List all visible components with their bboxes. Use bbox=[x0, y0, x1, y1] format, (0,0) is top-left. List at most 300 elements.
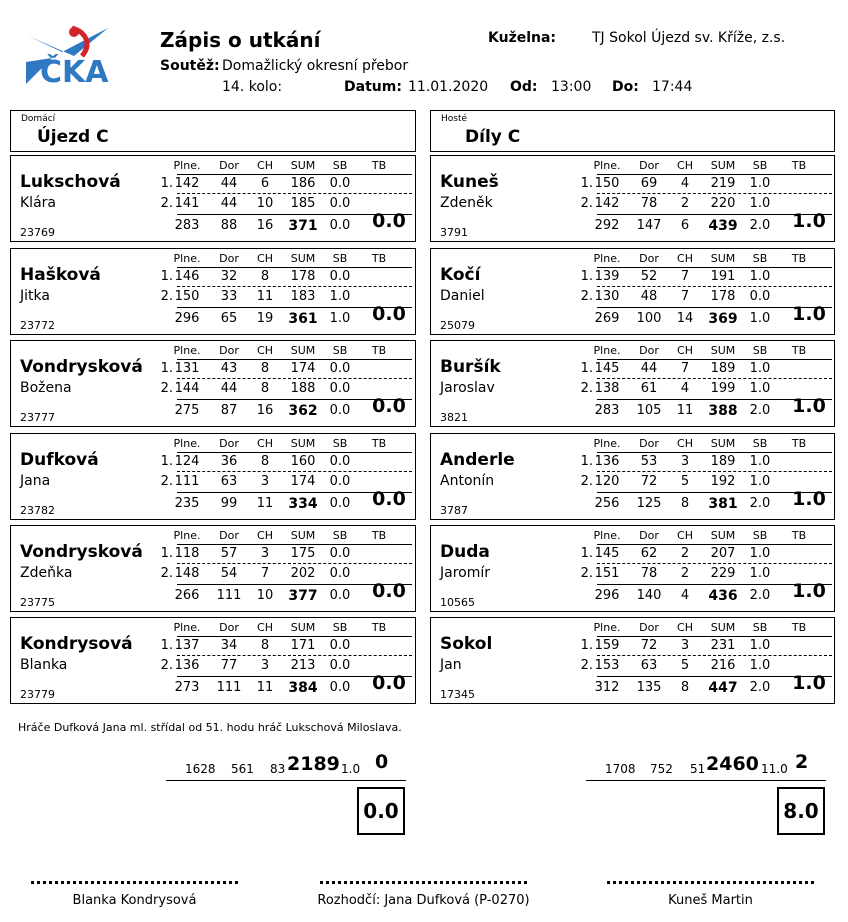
player-first-name: Jaromír bbox=[440, 565, 491, 581]
away-total-tb: 2 bbox=[795, 751, 809, 773]
player-total-plne: 296 bbox=[174, 311, 200, 326]
home-player-card bbox=[10, 433, 416, 520]
date-label: Datum: bbox=[344, 79, 402, 95]
player-total-plne: 283 bbox=[594, 403, 620, 418]
competition-name: Domažlický okresní přebor bbox=[222, 58, 409, 74]
player-total-ch: 4 bbox=[680, 588, 690, 603]
round-plne: 145 bbox=[594, 361, 620, 376]
player-total-dor: 99 bbox=[220, 496, 238, 511]
player-first-name: Klára bbox=[20, 195, 56, 211]
round-sum: 202 bbox=[290, 566, 316, 581]
column-header-sum: SUM bbox=[710, 252, 736, 265]
round-sum: 199 bbox=[710, 381, 736, 396]
round-ch: 3 bbox=[680, 638, 690, 653]
round-dor: 53 bbox=[640, 454, 658, 469]
round-number: 1. bbox=[580, 269, 593, 284]
column-header-sum: SUM bbox=[290, 529, 316, 542]
round-sum: 174 bbox=[290, 361, 316, 376]
away-team-label: Hosté bbox=[441, 114, 468, 124]
round-sum: 191 bbox=[710, 269, 736, 284]
player-first-name: Božena bbox=[20, 380, 72, 396]
round-number: 1. bbox=[160, 176, 173, 191]
player-total-dor: 88 bbox=[220, 218, 238, 233]
round-divider bbox=[597, 378, 832, 379]
svg-text:ČKA: ČKA bbox=[40, 55, 109, 88]
round-divider bbox=[177, 378, 412, 379]
home-team-label: Domácí bbox=[21, 114, 56, 124]
header-rule bbox=[177, 359, 412, 360]
header-rule bbox=[597, 267, 832, 268]
away-totals-rule bbox=[586, 780, 826, 781]
column-header-tb: TB bbox=[371, 252, 387, 265]
player-total-ch: 10 bbox=[256, 588, 274, 603]
column-header-sum: SUM bbox=[710, 437, 736, 450]
player-tb-points: 1.0 bbox=[792, 672, 826, 694]
player-total-plne: 275 bbox=[174, 403, 200, 418]
column-header-dor: Dor bbox=[639, 344, 659, 357]
player-total-sb: 1.0 bbox=[329, 311, 351, 326]
player-first-name: Jitka bbox=[20, 288, 50, 304]
player-total-sum: 369 bbox=[708, 311, 738, 327]
round-dor: 78 bbox=[640, 566, 658, 581]
column-header-sb: SB bbox=[752, 621, 768, 634]
header-rule bbox=[597, 359, 832, 360]
round-divider bbox=[597, 655, 832, 656]
column-header-sum: SUM bbox=[290, 344, 316, 357]
round-dor: 33 bbox=[220, 289, 238, 304]
column-header-plne: Plne. bbox=[173, 437, 201, 450]
player-total-dor: 147 bbox=[636, 218, 662, 233]
column-header-tb: TB bbox=[791, 621, 807, 634]
player-total-sum: 362 bbox=[288, 403, 318, 419]
from-value: 13:00 bbox=[551, 79, 592, 95]
player-total-sb: 0.0 bbox=[329, 588, 351, 603]
player-tb-points: 1.0 bbox=[792, 488, 826, 510]
round-sb: 0.0 bbox=[329, 546, 351, 561]
player-total-sum: 384 bbox=[288, 680, 318, 696]
player-tb-points: 0.0 bbox=[372, 580, 406, 602]
column-header-sum: SUM bbox=[290, 252, 316, 265]
player-total-plne: 312 bbox=[594, 680, 620, 695]
player-id: 23777 bbox=[20, 411, 55, 424]
header-rule bbox=[597, 636, 832, 637]
column-header-ch: CH bbox=[677, 529, 693, 542]
round-divider bbox=[177, 655, 412, 656]
column-header-dor: Dor bbox=[639, 437, 659, 450]
player-total-sb: 2.0 bbox=[749, 588, 771, 603]
away-player-card bbox=[430, 340, 835, 427]
round-label: 14. kolo: bbox=[222, 79, 283, 95]
column-header-sum: SUM bbox=[710, 529, 736, 542]
column-header-sum: SUM bbox=[290, 159, 316, 172]
away-total-sb: 11.0 bbox=[761, 762, 788, 776]
player-total-plne: 235 bbox=[174, 496, 200, 511]
round-plne: 144 bbox=[174, 381, 200, 396]
round-sb: 0.0 bbox=[329, 176, 351, 191]
player-total-plne: 296 bbox=[594, 588, 620, 603]
round-dor: 44 bbox=[640, 361, 658, 376]
column-header-sb: SB bbox=[752, 529, 768, 542]
player-id: 3787 bbox=[440, 504, 468, 517]
round-number: 2. bbox=[160, 381, 173, 396]
player-total-ch: 16 bbox=[256, 403, 274, 418]
column-header-ch: CH bbox=[257, 252, 273, 265]
round-number: 1. bbox=[160, 269, 173, 284]
round-dor: 44 bbox=[220, 196, 238, 211]
round-dor: 32 bbox=[220, 269, 238, 284]
player-surname: Dufková bbox=[20, 450, 99, 470]
player-tb-points: 1.0 bbox=[792, 580, 826, 602]
column-header-sb: SB bbox=[332, 344, 348, 357]
round-sb: 0.0 bbox=[329, 196, 351, 211]
round-ch: 10 bbox=[256, 196, 274, 211]
player-total-sum: 447 bbox=[708, 680, 738, 696]
player-tb-points: 0.0 bbox=[372, 303, 406, 325]
column-header-dor: Dor bbox=[219, 437, 239, 450]
player-surname: Vondrysková bbox=[20, 542, 143, 562]
round-plne: 137 bbox=[174, 638, 200, 653]
player-total-sb: 0.0 bbox=[329, 403, 351, 418]
column-header-sb: SB bbox=[332, 159, 348, 172]
player-first-name: Jaroslav bbox=[440, 380, 495, 396]
round-sb: 1.0 bbox=[749, 474, 771, 489]
date-value: 11.01.2020 bbox=[408, 79, 489, 95]
column-header-plne: Plne. bbox=[593, 621, 621, 634]
column-header-ch: CH bbox=[257, 621, 273, 634]
column-header-tb: TB bbox=[371, 529, 387, 542]
player-first-name: Zdeňka bbox=[20, 565, 73, 581]
round-plne: 131 bbox=[174, 361, 200, 376]
column-header-sb: SB bbox=[332, 529, 348, 542]
player-tb-points: 0.0 bbox=[372, 488, 406, 510]
round-number: 1. bbox=[580, 361, 593, 376]
round-ch: 4 bbox=[680, 381, 690, 396]
player-id: 3791 bbox=[440, 226, 468, 239]
round-sb: 1.0 bbox=[749, 176, 771, 191]
column-header-ch: CH bbox=[677, 344, 693, 357]
player-surname: Hašková bbox=[20, 265, 101, 285]
referee-signature-line bbox=[320, 881, 527, 884]
round-ch: 11 bbox=[256, 289, 274, 304]
player-total-plne: 283 bbox=[174, 218, 200, 233]
round-sum: 186 bbox=[290, 176, 316, 191]
player-surname: Vondrysková bbox=[20, 357, 143, 377]
player-total-sum: 361 bbox=[288, 311, 318, 327]
column-header-sb: SB bbox=[752, 159, 768, 172]
round-ch: 3 bbox=[260, 658, 270, 673]
column-header-plne: Plne. bbox=[173, 529, 201, 542]
round-plne: 142 bbox=[594, 196, 620, 211]
player-total-plne: 292 bbox=[594, 218, 620, 233]
round-plne: 118 bbox=[174, 546, 200, 561]
player-first-name: Jan bbox=[440, 657, 462, 673]
round-ch: 3 bbox=[260, 474, 270, 489]
player-total-dor: 111 bbox=[216, 588, 242, 603]
round-sb: 0.0 bbox=[329, 269, 351, 284]
round-plne: 153 bbox=[594, 658, 620, 673]
round-sum: 219 bbox=[710, 176, 736, 191]
player-total-plne: 256 bbox=[594, 496, 620, 511]
round-sb: 1.0 bbox=[749, 381, 771, 396]
player-total-sb: 2.0 bbox=[749, 680, 771, 695]
player-id: 23775 bbox=[20, 596, 55, 609]
player-first-name: Jana bbox=[20, 473, 51, 489]
round-sb: 1.0 bbox=[749, 196, 771, 211]
round-sb: 1.0 bbox=[749, 269, 771, 284]
round-number: 2. bbox=[580, 658, 593, 673]
round-plne: 150 bbox=[174, 289, 200, 304]
header-rule bbox=[177, 267, 412, 268]
player-tb-points: 0.0 bbox=[372, 395, 406, 417]
home-player-card bbox=[10, 525, 416, 612]
player-first-name: Blanka bbox=[20, 657, 68, 673]
player-total-ch: 19 bbox=[256, 311, 274, 326]
round-ch: 5 bbox=[680, 474, 690, 489]
player-total-dor: 140 bbox=[636, 588, 662, 603]
round-number: 2. bbox=[580, 474, 593, 489]
round-sb: 0.0 bbox=[329, 381, 351, 396]
column-header-ch: CH bbox=[257, 529, 273, 542]
player-id: 23769 bbox=[20, 226, 55, 239]
round-sb: 1.0 bbox=[329, 289, 351, 304]
round-divider bbox=[177, 286, 412, 287]
round-sb: 1.0 bbox=[749, 546, 771, 561]
player-total-sum: 371 bbox=[288, 218, 318, 234]
player-total-plne: 269 bbox=[594, 311, 620, 326]
round-number: 2. bbox=[160, 658, 173, 673]
competition-label: Soutěž: bbox=[160, 58, 220, 74]
round-sum: 216 bbox=[710, 658, 736, 673]
round-dor: 72 bbox=[640, 638, 658, 653]
away-player-card bbox=[430, 433, 835, 520]
round-number: 2. bbox=[580, 196, 593, 211]
round-number: 1. bbox=[160, 361, 173, 376]
column-header-sum: SUM bbox=[710, 621, 736, 634]
home-signature-line bbox=[31, 881, 238, 884]
away-player-card bbox=[430, 155, 835, 242]
header-rule bbox=[597, 544, 832, 545]
round-sum: 174 bbox=[290, 474, 316, 489]
player-tb-points: 0.0 bbox=[372, 210, 406, 232]
column-header-plne: Plne. bbox=[593, 437, 621, 450]
player-total-sum: 436 bbox=[708, 588, 738, 604]
column-header-ch: CH bbox=[257, 344, 273, 357]
from-label: Od: bbox=[510, 79, 538, 95]
round-plne: 151 bbox=[594, 566, 620, 581]
away-total-ch: 51 bbox=[690, 762, 706, 776]
column-header-tb: TB bbox=[791, 437, 807, 450]
round-dor: 57 bbox=[220, 546, 238, 561]
column-header-ch: CH bbox=[677, 621, 693, 634]
column-header-plne: Plne. bbox=[173, 344, 201, 357]
round-divider bbox=[177, 193, 412, 194]
column-header-tb: TB bbox=[791, 344, 807, 357]
round-dor: 63 bbox=[220, 474, 238, 489]
round-sum: 171 bbox=[290, 638, 316, 653]
round-divider bbox=[177, 471, 412, 472]
round-divider bbox=[597, 563, 832, 564]
column-header-tb: TB bbox=[791, 252, 807, 265]
round-dor: 63 bbox=[640, 658, 658, 673]
round-number: 2. bbox=[580, 566, 593, 581]
player-id: 17345 bbox=[440, 688, 475, 701]
column-header-dor: Dor bbox=[219, 621, 239, 634]
round-sum: 160 bbox=[290, 454, 316, 469]
home-signature: Blanka Kondrysová bbox=[72, 893, 197, 908]
player-surname: Sokol bbox=[440, 634, 493, 654]
player-tb-points: 1.0 bbox=[792, 395, 826, 417]
column-header-sb: SB bbox=[332, 252, 348, 265]
round-plne: 138 bbox=[594, 381, 620, 396]
away-total-dor: 752 bbox=[650, 762, 673, 776]
round-sum: 175 bbox=[290, 546, 316, 561]
away-player-card bbox=[430, 525, 835, 612]
round-sb: 1.0 bbox=[749, 454, 771, 469]
player-total-sum: 377 bbox=[288, 588, 318, 604]
alley-label: Kuželna: bbox=[488, 30, 557, 46]
round-ch: 8 bbox=[260, 638, 270, 653]
column-header-sb: SB bbox=[752, 344, 768, 357]
player-surname: Buršík bbox=[440, 357, 501, 377]
round-plne: 145 bbox=[594, 546, 620, 561]
round-number: 2. bbox=[160, 289, 173, 304]
round-sb: 0.0 bbox=[749, 289, 771, 304]
header-rule bbox=[177, 174, 412, 175]
column-header-ch: CH bbox=[677, 159, 693, 172]
home-total-sb: 1.0 bbox=[341, 762, 361, 776]
round-dor: 54 bbox=[220, 566, 238, 581]
player-total-ch: 14 bbox=[676, 311, 694, 326]
column-header-plne: Plne. bbox=[593, 344, 621, 357]
player-total-ch: 6 bbox=[680, 218, 690, 233]
round-sum: 185 bbox=[290, 196, 316, 211]
player-total-dor: 111 bbox=[216, 680, 242, 695]
round-ch: 7 bbox=[680, 361, 690, 376]
round-plne: 120 bbox=[594, 474, 620, 489]
player-total-sum: 381 bbox=[708, 496, 738, 512]
round-sum: 220 bbox=[710, 196, 736, 211]
player-total-sum: 388 bbox=[708, 403, 738, 419]
home-total-sum: 2189 bbox=[287, 753, 340, 775]
player-surname: Lukschová bbox=[20, 172, 121, 192]
column-header-ch: CH bbox=[257, 159, 273, 172]
player-surname: Anderle bbox=[440, 450, 515, 470]
player-total-dor: 87 bbox=[220, 403, 238, 418]
column-header-sum: SUM bbox=[290, 437, 316, 450]
round-ch: 8 bbox=[260, 361, 270, 376]
round-sb: 0.0 bbox=[329, 658, 351, 673]
round-ch: 7 bbox=[260, 566, 270, 581]
column-header-plne: Plne. bbox=[173, 159, 201, 172]
alley-name: TJ Sokol Újezd sv. Kříže, z.s. bbox=[592, 30, 786, 46]
page-title: Zápis o utkání bbox=[160, 28, 321, 52]
column-header-sb: SB bbox=[752, 252, 768, 265]
round-dor: 44 bbox=[220, 381, 238, 396]
away-team-name: Díly C bbox=[465, 127, 521, 147]
round-sum: 178 bbox=[290, 269, 316, 284]
round-ch: 8 bbox=[260, 381, 270, 396]
round-sb: 1.0 bbox=[749, 638, 771, 653]
player-total-sum: 334 bbox=[288, 496, 318, 512]
round-divider bbox=[597, 471, 832, 472]
round-sum: 231 bbox=[710, 638, 736, 653]
column-header-plne: Plne. bbox=[593, 159, 621, 172]
header-rule bbox=[177, 544, 412, 545]
round-sb: 0.0 bbox=[329, 566, 351, 581]
round-sum: 192 bbox=[710, 474, 736, 489]
header-rule bbox=[597, 174, 832, 175]
player-total-dor: 105 bbox=[636, 403, 662, 418]
away-player-card bbox=[430, 617, 835, 704]
round-ch: 8 bbox=[260, 454, 270, 469]
round-number: 1. bbox=[160, 638, 173, 653]
player-id: 23779 bbox=[20, 688, 55, 701]
round-sb: 1.0 bbox=[749, 566, 771, 581]
to-label: Do: bbox=[612, 79, 639, 95]
round-sum: 207 bbox=[710, 546, 736, 561]
round-dor: 34 bbox=[220, 638, 238, 653]
home-points-box: 0.0 bbox=[357, 787, 405, 835]
home-total-plne: 1628 bbox=[185, 762, 216, 776]
round-dor: 62 bbox=[640, 546, 658, 561]
round-ch: 2 bbox=[680, 196, 690, 211]
round-plne: 148 bbox=[174, 566, 200, 581]
round-ch: 7 bbox=[680, 269, 690, 284]
player-total-sb: 2.0 bbox=[749, 218, 771, 233]
home-player-card bbox=[10, 617, 416, 704]
column-header-plne: Plne. bbox=[173, 252, 201, 265]
column-header-dor: Dor bbox=[219, 344, 239, 357]
round-plne: 139 bbox=[594, 269, 620, 284]
home-team-name: Újezd C bbox=[37, 127, 109, 147]
substitution-note: Hráče Dufková Jana ml. střídal od 51. hodu hráč Lukschová Miloslava. bbox=[18, 721, 402, 734]
column-header-tb: TB bbox=[791, 159, 807, 172]
away-points-box: 8.0 bbox=[777, 787, 825, 835]
player-total-ch: 11 bbox=[256, 496, 274, 511]
column-header-tb: TB bbox=[791, 529, 807, 542]
round-sum: 189 bbox=[710, 361, 736, 376]
round-sb: 0.0 bbox=[329, 474, 351, 489]
round-dor: 44 bbox=[220, 176, 238, 191]
round-dor: 61 bbox=[640, 381, 658, 396]
home-total-dor: 561 bbox=[231, 762, 254, 776]
away-total-sum: 2460 bbox=[706, 753, 759, 775]
round-dor: 69 bbox=[640, 176, 658, 191]
column-header-dor: Dor bbox=[219, 529, 239, 542]
round-ch: 3 bbox=[260, 546, 270, 561]
player-total-sb: 0.0 bbox=[329, 680, 351, 695]
player-total-ch: 11 bbox=[256, 680, 274, 695]
player-total-sum: 439 bbox=[708, 218, 738, 234]
column-header-tb: TB bbox=[371, 344, 387, 357]
round-sum: 178 bbox=[710, 289, 736, 304]
round-ch: 3 bbox=[680, 454, 690, 469]
round-sb: 1.0 bbox=[749, 361, 771, 376]
round-divider bbox=[597, 286, 832, 287]
player-total-dor: 100 bbox=[636, 311, 662, 326]
player-total-plne: 266 bbox=[174, 588, 200, 603]
column-header-plne: Plne. bbox=[173, 621, 201, 634]
player-first-name: Zdeněk bbox=[440, 195, 493, 211]
player-total-plne: 273 bbox=[174, 680, 200, 695]
round-plne: 146 bbox=[174, 269, 200, 284]
header-rule bbox=[597, 452, 832, 453]
column-header-ch: CH bbox=[257, 437, 273, 450]
header-rule bbox=[177, 636, 412, 637]
column-header-tb: TB bbox=[371, 437, 387, 450]
round-number: 2. bbox=[580, 289, 593, 304]
column-header-dor: Dor bbox=[639, 529, 659, 542]
